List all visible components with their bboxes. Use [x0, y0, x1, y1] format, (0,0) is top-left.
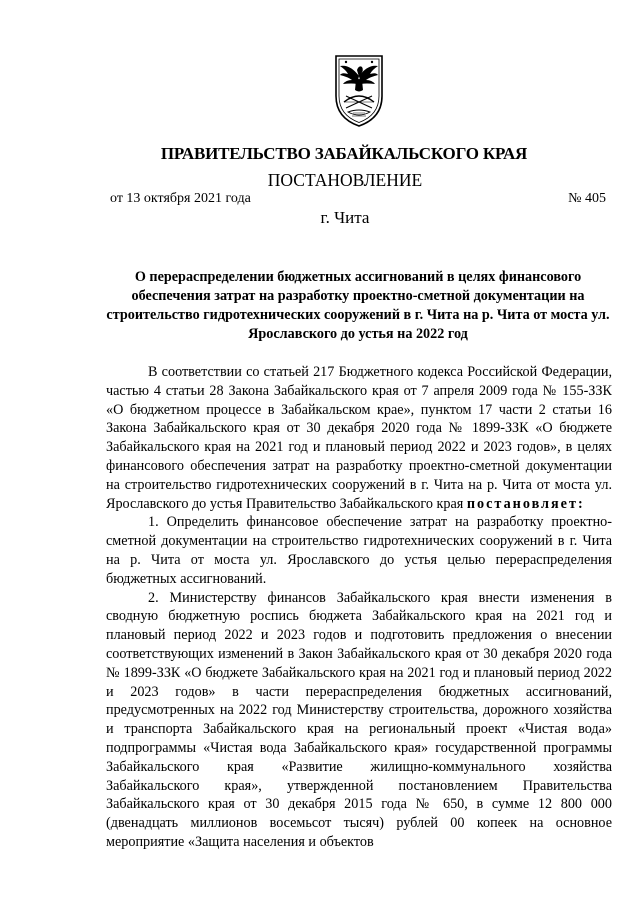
- document-date: от 13 октября 2021 года: [110, 191, 251, 206]
- document-body: [106, 363, 612, 852]
- government-title: ПРАВИТЕЛЬСТВО ЗАБАЙКАЛЬСКОГО КРАЯ: [160, 144, 528, 163]
- document-city: г. Чита: [320, 208, 370, 227]
- document-type: ПОСТАНОВЛЕНИЕ: [267, 170, 423, 190]
- clause-1: 1. Определить финансовое обеспечение затрат на разработку проектно-сметной документации на строительство гидротехнических сооружений в г. Чита на р. Чита от моста ул. Ярославского до устья целью перераспределения бюджетных ассигнований.: [106, 514, 612, 587]
- coat-of-arms-emblem: [322, 50, 396, 128]
- clause-2: 2. Министерству финансов Забайкальского края внести изменения в сводную бюджетную роспись бюджета Забайкальского края на 2021 год и плановый период 2022 и 2023 годов и подготовить предложения о внесении соответствующих изменений в Закон Забайкальского края от 30 декабря 2020 года № 1899-ЗЗК «О бюджете Забайкальского края на 2021 год и плановый период 2022 и 2023 годов» в части перераспределения бюджетных ассигнований, предусмотренных на 2022 год Министерству строительства, дорожного хозяйства и транспорта Забайкальского края на региональный проект «Чистая вода» подпрограммы «Чистая вода Забайкальского края» государственной программы Забайкальского края «Развитие жилищно-коммунального хозяйства Забайкальского края», утвержденной постановлением Правительства Забайкальского края от 30 декабря 2015 года № 650, в сумме 12 800 000 (двенадцать миллионов восемьсот тысяч) рублей 00 копеек на основное мероприятие «Защита населения и объектов: [106, 589, 612, 850]
- document-subject: О перераспределении бюджетных ассигнований в целях финансового обеспечения затрат на разработку проектно-сметной документации на строительство гидротехнических сооружений в г. Чита на р. Чита от моста ул. Ярославского до устья на 2022 год: [106, 269, 610, 342]
- decrees-word: постановляет:: [466, 495, 585, 512]
- preamble-text: В соответствии со статьей 217 Бюджетного кодекса Российской Федерации, частью 4 статьи 28 Закона Забайкальского края от 7 апреля 2009 года № 155-ЗЗК «О бюджетном процессе в Забайкальском крае», пунктом 17 части 2 статьи 16 Закона Забайкальского края от 30 декабря 2020 года № 1899-ЗЗК «О бюджете Забайкальского края на 2021 год и плановый период 2022 и 2023 годов», в целях финансового обеспечения затрат на разработку проектно-сметной документации на строительство гидротехнических сооружений в г. Чита на р. Чита от моста ул. Ярославского до устья Правительство Забайкальского края: [106, 364, 612, 512]
- preamble-paragraph: [106, 363, 612, 513]
- document-number: № 405: [568, 191, 606, 206]
